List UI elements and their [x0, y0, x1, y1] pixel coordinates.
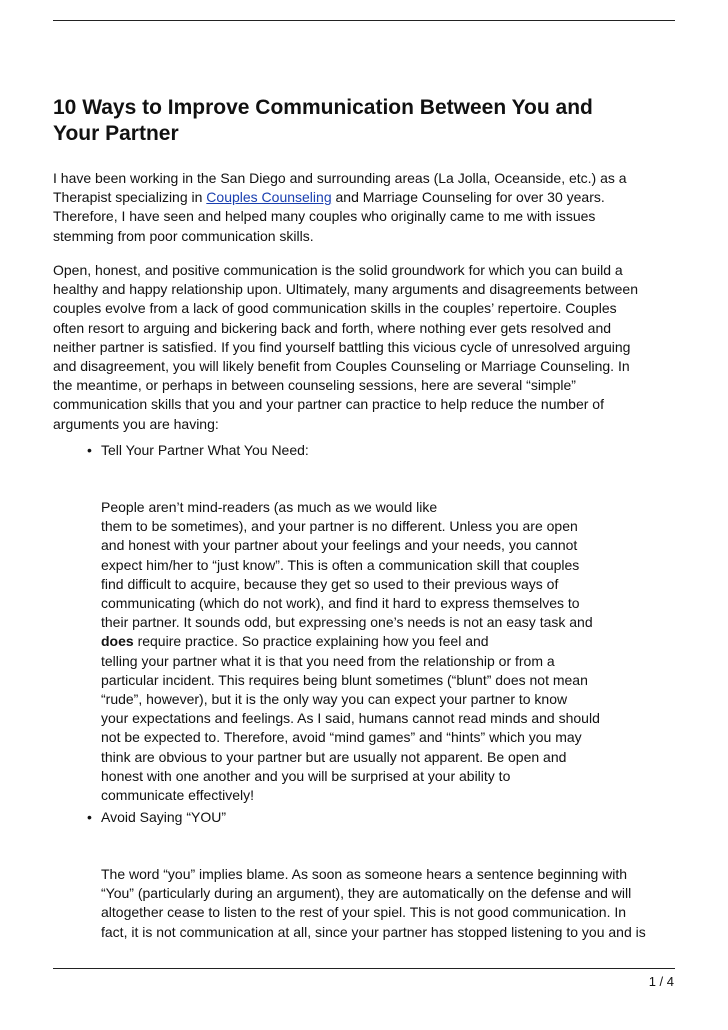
body-paragraph: [53, 261, 683, 434]
bullet-item: [87, 808, 226, 827]
article-title: [53, 95, 683, 147]
title-line: Your Partner: [53, 122, 179, 145]
body-line: think are obvious to your partner but are usually not apparent. Be open and: [101, 748, 567, 765]
paragraph-line: arguments you are having:: [53, 415, 219, 432]
body-line: “rude”, however), but it is the only way you can expect your partner to know: [101, 691, 568, 708]
bullet-heading: Avoid Saying “YOU”: [101, 809, 227, 825]
body-line: fact, it is not communication at all, since your partner has stopped listening to you and is: [101, 923, 646, 940]
emphasis-text: does: [101, 633, 134, 650]
intro-text: Therapist specializing in: [53, 189, 207, 206]
paragraph-line: Open, honest, and positive communication is the solid groundwork for which you can build a: [53, 262, 623, 278]
body-line: expect him/her to “just know”. This is often a communication skill that couples: [101, 556, 580, 573]
paragraph-line: and disagreement, you will likely benefit from Couples Counseling or Marriage Counseling. In: [53, 358, 630, 375]
title-line: 10 Ways to Improve Communication Between You and: [53, 96, 593, 119]
paragraph-line: often resort to arguing and bickering back and forth, where nothing ever gets resolved and: [53, 319, 612, 336]
body-line: not be expected to. Therefore, avoid “mind games” and “hints” which you may: [101, 729, 582, 746]
bullet-body: [101, 865, 681, 942]
bullet-dot-icon: •: [87, 442, 92, 458]
bullet-heading: Tell Your Partner What You Need:: [101, 442, 309, 458]
bullet-item: [87, 441, 309, 460]
body-line: particular incident. This requires being blunt sometimes (“blunt” does not mean: [101, 671, 588, 688]
top-rule: [53, 20, 675, 21]
body-line: telling your partner what it is that you need from the relationship or from a: [101, 652, 555, 669]
bullet-body: [101, 498, 681, 805]
body-line: your expectations and feelings. As I said, humans cannot read minds and should: [101, 710, 600, 727]
bullet-dot-icon: •: [87, 809, 92, 825]
intro-line: stemming from poor communication skills.: [53, 227, 314, 244]
intro-text: and Marriage Counseling for over 30 years.: [331, 189, 605, 206]
body-line: them to be sometimes), and your partner is no different. Unless you are open: [101, 518, 578, 535]
body-line: People aren’t mind-readers (as much as we would like: [101, 499, 438, 515]
page-number: 1 / 4: [648, 974, 674, 989]
intro-line: [53, 188, 683, 207]
intro-paragraph: [53, 169, 683, 246]
body-line: honest with one another and you will be surprised at your ability to: [101, 767, 511, 784]
intro-line: Therefore, I have seen and helped many couples who originally came to me with issues: [53, 208, 596, 225]
paragraph-line: couples evolve from a lack of good communication skills in the couples’ repertoire. Couples: [53, 300, 617, 317]
body-line: communicate effectively!: [101, 787, 255, 804]
body-line: “You” (particularly during an argument), they are automatically on the defense and will: [101, 885, 632, 902]
paragraph-line: neither partner is satisfied. If you find yourself battling this vicious cycle of unresolved arguing: [53, 338, 631, 355]
intro-line: I have been working in the San Diego and surrounding areas (La Jolla, Oceanside, etc.) as a: [53, 170, 627, 186]
body-line: altogether cease to listen to the rest of your spiel. This is not good communication. In: [101, 904, 627, 921]
couples-counseling-link[interactable]: Couples Counseling: [206, 189, 332, 206]
body-line: find difficult to acquire, because they get so used to their previous ways of: [101, 575, 559, 592]
body-text: require practice. So practice explaining how you feel and: [133, 633, 489, 650]
paragraph-line: healthy and happy relationship upon. Ultimately, many arguments and disagreements between: [53, 281, 638, 298]
body-line: and honest with your partner about your feelings and your needs, you cannot: [101, 537, 578, 554]
body-line: [101, 632, 681, 651]
body-line: The word “you” implies blame. As soon as someone hears a sentence beginning with: [101, 866, 628, 882]
footer-rule: [53, 968, 675, 969]
body-line: communicating (which do not work), and find it hard to express themselves to: [101, 595, 580, 612]
paragraph-line: the meantime, or perhaps in between counseling sessions, here are several “simple”: [53, 377, 576, 394]
paragraph-line: communication skills that you and your partner can practice to help reduce the number of: [53, 396, 604, 413]
body-line: their partner. It sounds odd, but expressing one’s needs is not an easy task and: [101, 614, 593, 631]
